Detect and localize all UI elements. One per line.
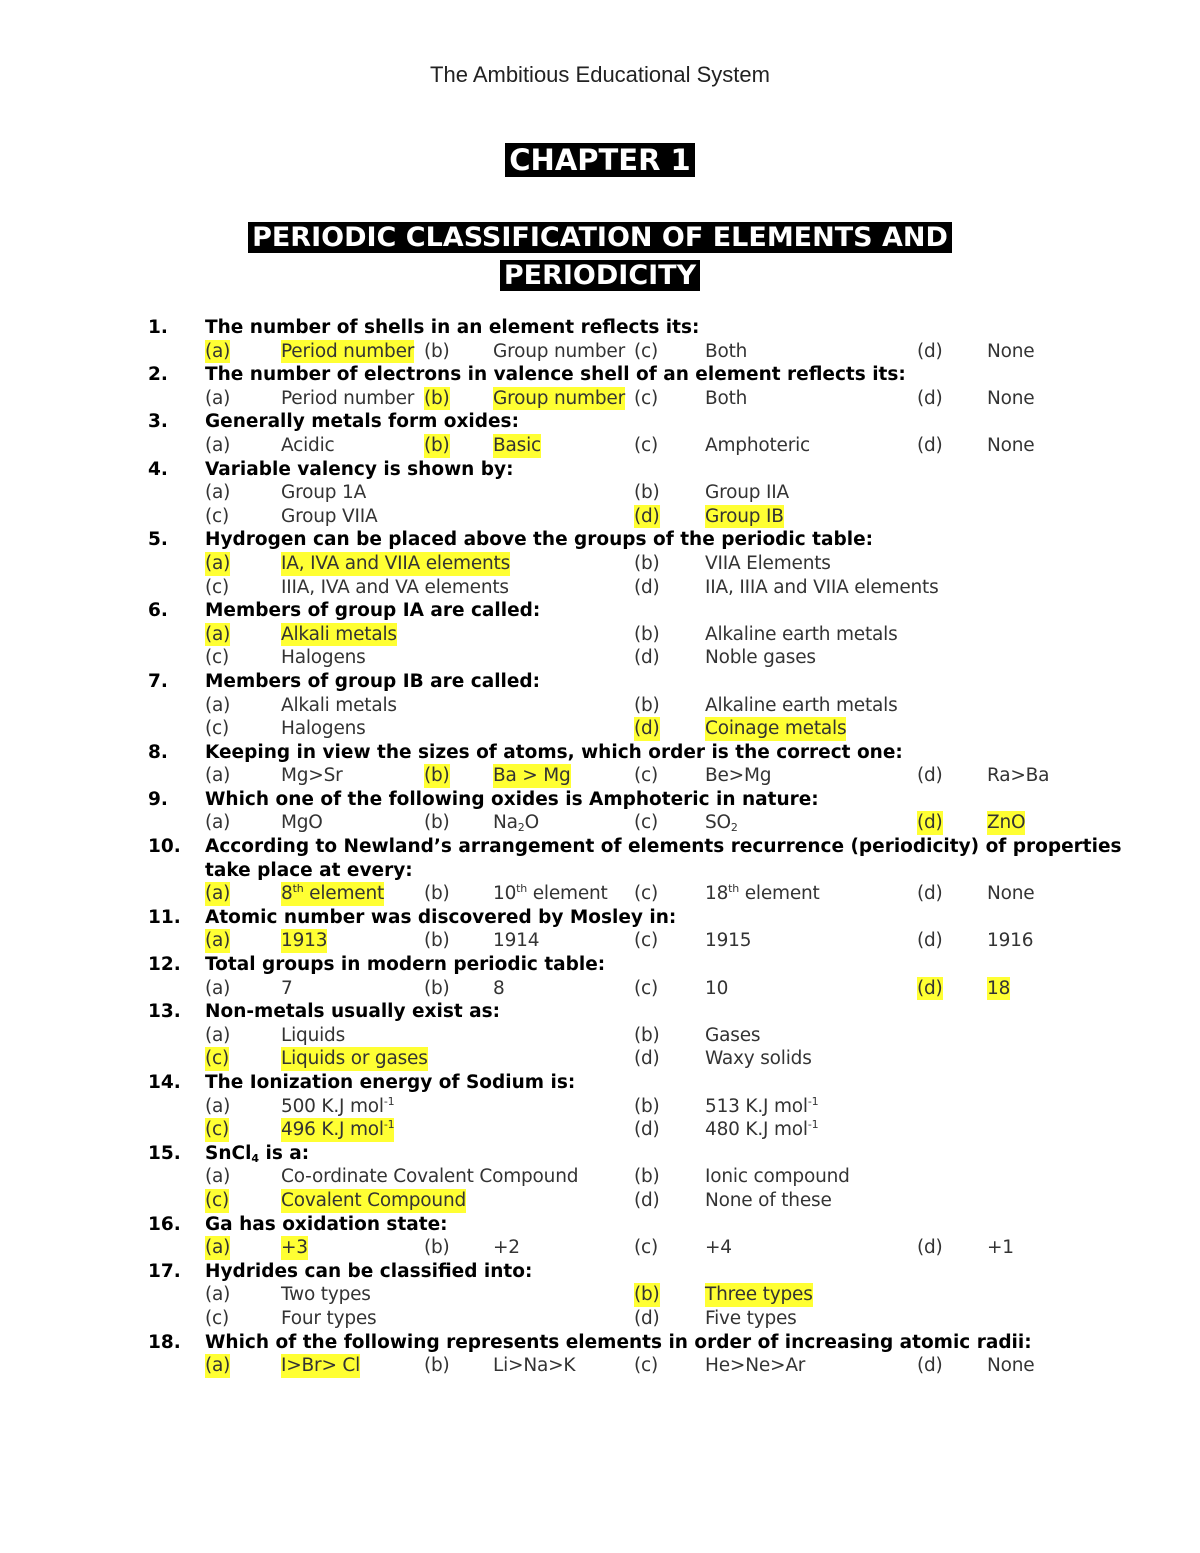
question-text: The number of shells in an element reflects its:	[205, 317, 700, 338]
option-label: (a)	[205, 1284, 231, 1306]
option-label: (b)	[424, 883, 450, 905]
option-text: Waxy solids	[705, 1048, 812, 1070]
option-text: Both	[705, 340, 748, 362]
option-label: (d)	[917, 387, 943, 409]
options-row	[0, 387, 1200, 411]
option-label: (c)	[634, 434, 659, 456]
question-row	[0, 835, 1200, 859]
options-row	[0, 717, 1200, 741]
option-text: MgO	[281, 812, 323, 834]
option-label: (b)	[634, 1024, 660, 1046]
option-text: 10	[705, 977, 729, 999]
options-row	[0, 1047, 1200, 1071]
option-label: (d)	[917, 883, 943, 905]
options-row	[0, 481, 1200, 505]
option-label: (d)	[634, 1307, 660, 1329]
question-number: 10.	[148, 836, 181, 858]
question-list	[0, 316, 1200, 1378]
question-row	[0, 410, 1200, 434]
question-text: Variable valency is shown by:	[205, 458, 514, 480]
option-text: Coinage metals	[705, 718, 847, 740]
option-text: +3	[281, 1237, 308, 1259]
question-text: Atomic number was discovered by Mosley in:	[205, 906, 677, 928]
option-label: (a)	[205, 482, 231, 504]
option-text: Group number	[493, 340, 626, 362]
question-row	[0, 953, 1200, 977]
options-row	[0, 623, 1200, 647]
question-text: Ga has oxidation state:	[205, 1213, 448, 1235]
option-label: (d)	[917, 1355, 943, 1377]
question-number: 7.	[148, 670, 168, 692]
question-number: 17.	[148, 1260, 181, 1282]
option-label: (a)	[205, 623, 231, 645]
options-row	[0, 1118, 1200, 1142]
options-row	[0, 646, 1200, 670]
option-label: (a)	[205, 552, 231, 574]
question-row	[0, 599, 1200, 623]
option-label: (b)	[424, 434, 450, 456]
option-text: Co-ordinate Covalent Compound	[281, 1166, 579, 1188]
question-text: According to Newland’s arrangement of elements recurrence (periodicity) of properties	[205, 836, 1122, 858]
option-label: (d)	[917, 930, 943, 952]
option-label: (d)	[634, 1048, 660, 1070]
option-label: (d)	[917, 340, 943, 362]
question-number: 12.	[148, 954, 181, 976]
option-label: (a)	[205, 694, 231, 716]
question-number: 9.	[148, 788, 168, 810]
option-label: (c)	[205, 505, 230, 527]
question-text: Members of group IA are called:	[205, 600, 541, 622]
option-text: None	[987, 434, 1035, 456]
option-text: 18	[987, 977, 1011, 999]
option-label: (b)	[424, 812, 450, 834]
options-row	[0, 1189, 1200, 1213]
option-text: Group number	[493, 387, 626, 409]
option-text: 480 K.J mol$^{-1}$	[705, 1118, 819, 1141]
option-text: 10th element	[493, 882, 608, 905]
option-text: Two types	[281, 1284, 371, 1306]
chapter-heading	[0, 142, 1200, 178]
option-text: IIIA, IVA and VA elements	[281, 576, 509, 598]
option-label: (a)	[205, 434, 231, 456]
option-label: (d)	[917, 765, 943, 787]
option-text: Covalent Compound	[281, 1189, 467, 1211]
option-label: (b)	[634, 552, 660, 574]
question-text: The Ionization energy of Sodium is:	[205, 1072, 576, 1093]
question-text: Members of group IB are called:	[205, 670, 541, 692]
option-label: (d)	[634, 1189, 660, 1211]
option-text: Alkaline earth metals	[705, 623, 898, 645]
options-row	[0, 576, 1200, 600]
question-row	[0, 1213, 1200, 1237]
option-label: (c)	[634, 1237, 659, 1259]
chapter-label: CHAPTER 1	[505, 143, 694, 177]
question-text: Keeping in view the sizes of atoms, which order is the correct one:	[205, 741, 903, 763]
question-text: Hydrogen can be placed above the groups of the periodic table:	[205, 529, 874, 551]
option-text: Group 1A	[281, 482, 367, 504]
option-label: (d)	[917, 1237, 943, 1259]
option-text: Liquids	[281, 1024, 346, 1046]
options-row	[0, 882, 1200, 906]
option-text: I>Br> Cl	[281, 1355, 361, 1377]
option-text: 1913	[281, 930, 328, 952]
option-label: (b)	[424, 977, 450, 999]
option-text: He>Ne>Ar	[705, 1355, 806, 1377]
option-text: 1915	[705, 930, 752, 952]
option-text: Period number	[281, 387, 415, 409]
option-text: None of these	[705, 1189, 832, 1211]
option-label: (d)	[634, 1119, 660, 1141]
option-text: +2	[493, 1237, 520, 1259]
option-label: (b)	[634, 1095, 660, 1117]
option-text: Amphoteric	[705, 434, 811, 456]
question-number: 11.	[148, 906, 181, 928]
options-row	[0, 811, 1200, 835]
options-row	[0, 1024, 1200, 1048]
page-header: The Ambitious Educational System	[430, 62, 770, 87]
option-text: Mg>Sr	[281, 765, 343, 787]
options-row	[0, 340, 1200, 364]
option-label: (b)	[424, 1237, 450, 1259]
option-label: (a)	[205, 1166, 231, 1188]
option-text: 8	[493, 977, 505, 999]
option-label: (b)	[634, 694, 660, 716]
question-text: Which of the following represents elements in order of increasing atomic radii:	[205, 1331, 1032, 1353]
options-row	[0, 1354, 1200, 1378]
question-number: 1.	[148, 317, 168, 338]
option-text: 513 K.J mol$^{-1}$	[705, 1094, 819, 1117]
option-text: 1916	[987, 930, 1034, 952]
option-label: (c)	[205, 576, 230, 598]
options-row	[0, 929, 1200, 953]
option-text: IIA, IIIA and VIIA elements	[705, 576, 939, 598]
question-row	[0, 670, 1200, 694]
option-label: (a)	[205, 1024, 231, 1046]
option-text: VIIA Elements	[705, 552, 831, 574]
option-label: (c)	[634, 340, 659, 362]
option-label: (c)	[634, 930, 659, 952]
option-label: (c)	[634, 883, 659, 905]
question-row	[0, 859, 1200, 883]
question-row	[0, 458, 1200, 482]
question-row	[0, 528, 1200, 552]
option-text: Li>Na>K	[493, 1355, 576, 1377]
option-label: (b)	[424, 930, 450, 952]
option-label: (a)	[205, 1355, 231, 1377]
question-row	[0, 316, 1200, 340]
option-label: (b)	[634, 1166, 660, 1188]
chapter-title-text-2: PERIODICITY	[500, 260, 700, 291]
chapter-title-line-2	[0, 258, 1200, 294]
question-number: 2.	[148, 364, 168, 386]
question-number: 15.	[148, 1142, 181, 1164]
option-text: IA, IVA and VIIA elements	[281, 552, 511, 574]
option-text: 7	[281, 977, 293, 999]
question-number: 6.	[148, 600, 168, 622]
question-text: SnCl$_4$ is a:	[205, 1142, 310, 1165]
options-row	[0, 1307, 1200, 1331]
option-label: (a)	[205, 1095, 231, 1117]
option-label: (c)	[205, 1048, 230, 1070]
question-text: Total groups in modern periodic table:	[205, 954, 606, 976]
option-label: (d)	[917, 977, 943, 999]
option-text: Three types	[705, 1284, 813, 1306]
option-text: Alkaline earth metals	[705, 694, 898, 716]
option-label: (c)	[634, 1355, 659, 1377]
option-text: None	[987, 340, 1035, 362]
question-row	[0, 363, 1200, 387]
question-row	[0, 1331, 1200, 1355]
option-text: $SO_2$	[705, 812, 738, 835]
question-row	[0, 741, 1200, 765]
option-label: (b)	[634, 482, 660, 504]
option-text: Acidic	[281, 434, 335, 456]
option-label: (c)	[634, 812, 659, 834]
option-label: (a)	[205, 387, 231, 409]
option-text: 8th element	[281, 882, 385, 905]
option-text: Be>Mg	[705, 765, 772, 787]
option-text: +1	[987, 1237, 1014, 1259]
option-label: (a)	[205, 340, 231, 362]
options-row	[0, 1165, 1200, 1189]
option-label: (b)	[634, 1284, 660, 1306]
question-number: 4.	[148, 458, 168, 480]
chapter-title-text-1: PERIODIC CLASSIFICATION OF ELEMENTS AND	[248, 222, 952, 253]
question-text: The number of electrons in valence shell of an element reflects its:	[205, 364, 906, 386]
option-label: (c)	[205, 1119, 230, 1141]
option-label: (a)	[205, 977, 231, 999]
question-number: 18.	[148, 1331, 181, 1353]
question-number: 3.	[148, 411, 168, 433]
question-number: 8.	[148, 741, 168, 763]
option-label: (d)	[634, 505, 660, 527]
option-text: Four types	[281, 1307, 377, 1329]
option-label: (c)	[205, 1189, 230, 1211]
option-text: Group IIA	[705, 482, 789, 504]
options-row	[0, 1236, 1200, 1260]
question-row	[0, 1000, 1200, 1024]
option-text: Alkali metals	[281, 623, 397, 645]
option-label: (c)	[634, 765, 659, 787]
question-text: Which one of the following oxides is Amphoteric in nature:	[205, 788, 819, 810]
option-label: (d)	[634, 647, 660, 669]
option-text: ZnO	[987, 812, 1026, 834]
question-row	[0, 1260, 1200, 1284]
option-label: (c)	[205, 718, 230, 740]
option-label: (a)	[205, 765, 231, 787]
question-row	[0, 788, 1200, 812]
option-text: Halogens	[281, 718, 366, 740]
question-number: 13.	[148, 1001, 181, 1023]
question-text: Non-metals usually exist as:	[205, 1001, 501, 1023]
option-text: Five types	[705, 1307, 797, 1329]
options-row	[0, 552, 1200, 576]
option-text: Group VIIA	[281, 505, 378, 527]
option-label: (a)	[205, 1237, 231, 1259]
option-text: +4	[705, 1237, 732, 1259]
option-label: (d)	[917, 812, 943, 834]
option-label: (a)	[205, 883, 231, 905]
option-text: 496 K.J mol$^{-1}$	[281, 1118, 395, 1141]
option-label: (b)	[424, 765, 450, 787]
option-text: 1914	[493, 930, 540, 952]
option-text: 18th element	[705, 882, 820, 905]
option-text: 500 K.J mol$^{-1}$	[281, 1094, 395, 1117]
options-row	[0, 1095, 1200, 1119]
question-number: 5.	[148, 529, 168, 551]
option-text: Basic	[493, 434, 541, 456]
option-text: Liquids or gases	[281, 1048, 428, 1070]
option-label: (d)	[634, 718, 660, 740]
option-text: Ionic compound	[705, 1166, 850, 1188]
options-row	[0, 434, 1200, 458]
option-text: Halogens	[281, 647, 366, 669]
option-text: Noble gases	[705, 647, 816, 669]
option-text: $Na_2O$	[493, 812, 539, 835]
option-text: None	[987, 883, 1035, 905]
option-text: Gases	[705, 1024, 761, 1046]
option-text: None	[987, 1355, 1035, 1377]
chapter-title-line-1	[0, 220, 1200, 256]
option-text: Period number	[281, 340, 415, 362]
option-label: (d)	[634, 576, 660, 598]
option-label: (c)	[205, 647, 230, 669]
option-label: (b)	[634, 623, 660, 645]
option-text: Ba > Mg	[493, 765, 571, 787]
question-text: Hydrides can be classified into:	[205, 1260, 533, 1282]
option-label: (b)	[424, 387, 450, 409]
options-row	[0, 977, 1200, 1001]
question-row	[0, 1071, 1200, 1095]
option-label: (a)	[205, 812, 231, 834]
question-row	[0, 1142, 1200, 1166]
option-text: Alkali metals	[281, 694, 397, 716]
question-number: 14.	[148, 1072, 181, 1093]
option-text: Both	[705, 387, 748, 409]
option-label: (a)	[205, 930, 231, 952]
option-label: (c)	[634, 387, 659, 409]
option-label: (b)	[424, 340, 450, 362]
options-row	[0, 694, 1200, 718]
option-label: (d)	[917, 434, 943, 456]
options-row	[0, 505, 1200, 529]
question-row	[0, 906, 1200, 930]
question-number: 16.	[148, 1213, 181, 1235]
option-label: (b)	[424, 1355, 450, 1377]
option-text: None	[987, 387, 1035, 409]
question-text: Generally metals form oxides:	[205, 411, 519, 433]
question-text: take place at every:	[205, 859, 413, 881]
options-row	[0, 1283, 1200, 1307]
option-label: (c)	[205, 1307, 230, 1329]
options-row	[0, 764, 1200, 788]
option-label: (c)	[634, 977, 659, 999]
option-text: Group IB	[705, 505, 784, 527]
option-text: Ra>Ba	[987, 765, 1050, 787]
